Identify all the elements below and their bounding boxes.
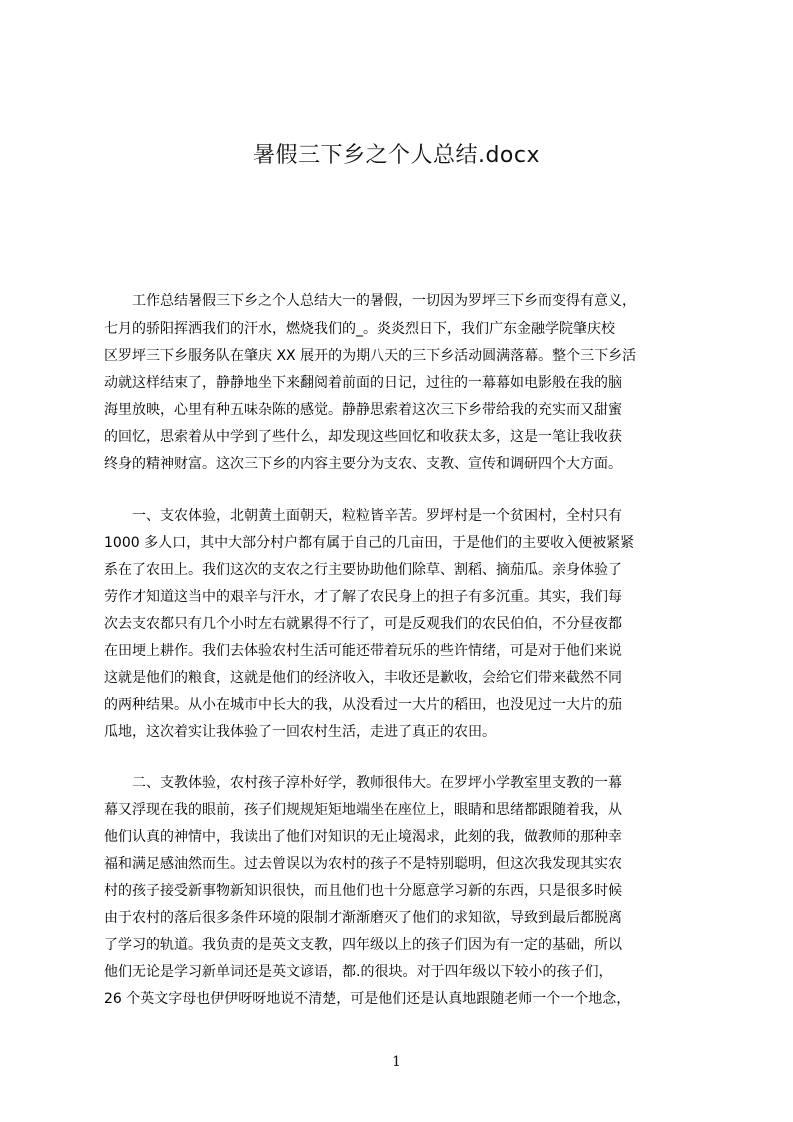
text-line: 1000 多人口，其中大部分村户都有属于自己的几亩田，于是他们的主要收入便被紧紧 <box>104 535 635 551</box>
text-line: 终身的精神财富。这次三下乡的内容主要分为支农、支教、宣传和调研四个大方面。 <box>104 456 622 472</box>
text-line: 次去支农都只有几个小时左右就累得不行了，可是反观我们的农民伯伯，不分昼夜都 <box>104 616 622 632</box>
text-line: 了学习的轨道。我负责的是英文支教，四年级以上的孩子们因为有一定的基础，所以 <box>104 937 622 953</box>
text-line: 七月的骄阳挥洒我们的汗水，燃烧我们的_。炎炎烈日下，我们广东金融学院肇庆校 <box>104 321 615 337</box>
text-line: 动就这样结束了，静静地坐下来翻阅着前面的日记，过往的一幕幕如电影般在我的脑 <box>104 375 622 391</box>
text-line: 系在了农田上。我们这次的支农之行主要协助他们除草、割稻、摘茄瓜。亲身体验了 <box>104 562 622 578</box>
text-line: 劳作才知道这当中的艰辛与汗水，才了解了农民身上的担子有多沉重。其实，我们每 <box>104 589 622 605</box>
text-line: 瓜地，这次着实让我体验了一回农村生活，走进了真正的农田。 <box>104 724 496 740</box>
text-line: 这就是他们的粮食，这就是他们的经济收入，丰收还是歉收，会给它们带来截然不同 <box>104 670 622 686</box>
text-line: 区罗坪三下乡服务队在肇庆 XX 展开的为期八天的三下乡活动圆满落幕。整个三下乡活 <box>104 348 637 364</box>
text-line: 工作总结暑假三下乡之个人总结大一的暑假，一切因为罗坪三下乡而变得有意义， <box>104 293 636 309</box>
text-line: 他们无论是学习新单词还是英文谚语，都.的很块。对于四年级以下较小的孩子们， <box>104 964 613 980</box>
text-line: 二、支教体验，农村孩子淳朴好学，教师很伟大。在罗坪小学教室里支教的一幕 <box>104 775 622 791</box>
text-line: 海里放映，心里有种五味杂陈的感觉。静静思索着这次三下乡带给我的充实而又甜蜜 <box>104 402 622 418</box>
text-line: 村的孩子接受新事物新知识很快，而且他们也十分愿意学习新的东西，只是很多时候 <box>104 883 622 899</box>
page-number: 1 <box>392 1054 401 1070</box>
text-line: 的回忆，思索着从中学到了些什么，却发现这些回忆和收获太多，这是一笔让我收获 <box>104 429 622 445</box>
text-line: 由于农村的落后很多条件环境的限制才渐渐磨灭了他们的求知欲，导致到最后都脱离 <box>104 910 622 926</box>
text-line: 在田埂上耕作。我们去体验农村生活可能还带着玩乐的些许情绪，可是对于他们来说 <box>104 643 622 659</box>
document-title: 暑假三下乡之个人总结.docx <box>252 143 541 168</box>
text-line: 的两种结果。从小在城市中长大的我，从没看过一大片的稻田，也没见过一大片的茄 <box>104 697 622 713</box>
text-line: 一、支农体验，北朝黄土面朝天，粒粒皆辛苦。罗坪村是一个贫困村，全村只有 <box>104 508 622 524</box>
text-line: 幕又浮现在我的眼前，孩子们规规矩矩地端坐在座位上，眼睛和思绪都跟随着我，从 <box>104 802 622 818</box>
text-line: 他们认真的神情中，我读出了他们对知识的无止境渴求，此刻的我，做教师的那种幸 <box>104 829 622 845</box>
text-line: 26 个英文字母也伊伊呀呀地说不清楚，可是他们还是认真地跟随老师一个一个地念， <box>104 991 631 1007</box>
text-line: 福和满足感油然而生。过去曾误以为农村的孩子不是特别聪明，但这次我发现其实农 <box>104 856 622 872</box>
